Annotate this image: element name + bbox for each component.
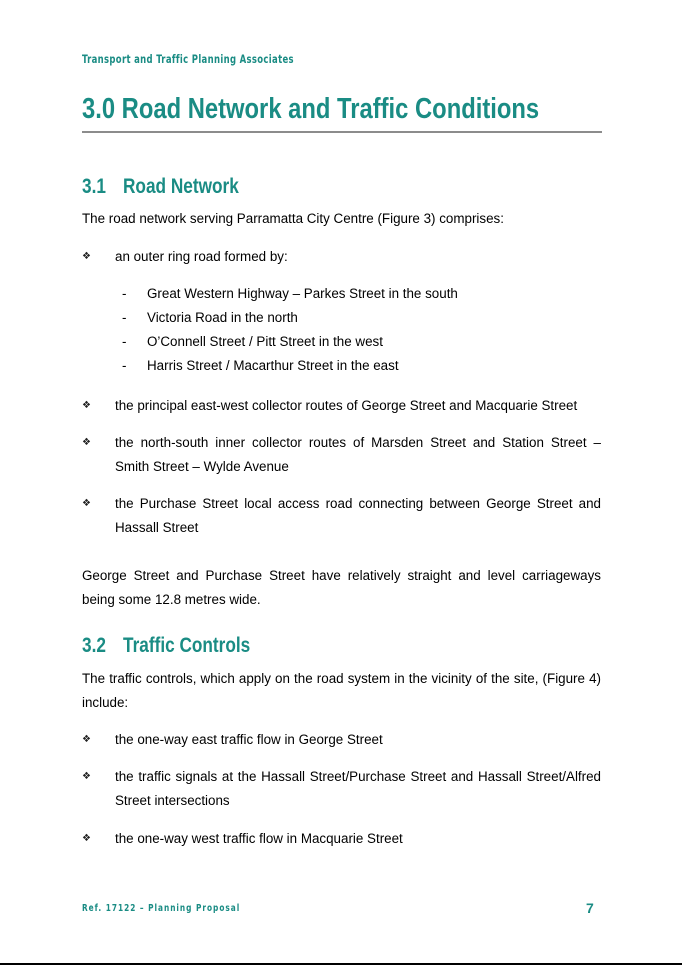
company-header: Transport and Traffic Planning Associates bbox=[82, 52, 294, 66]
section-intro: The road network serving Parramatta City Centre (Figure 3) comprises: bbox=[82, 211, 504, 226]
bullet-diamond-icon: ❖ bbox=[82, 437, 91, 448]
dash-icon: - bbox=[122, 310, 127, 325]
section-number: 3.2 bbox=[82, 634, 106, 657]
section-heading-traffic-controls bbox=[82, 633, 250, 659]
list-item bbox=[82, 765, 601, 813]
list-item-text: the north-south inner collector routes of Marsden Street and Station Street – Smith Street – Wylde Avenue bbox=[115, 435, 601, 474]
dash-icon: - bbox=[122, 334, 127, 349]
list-item-text: the one-way east traffic flow in George Street bbox=[115, 732, 383, 747]
section-title: Road Network bbox=[123, 175, 239, 198]
chapter-title-text: 3.0 Road Network and Traffic Conditions bbox=[82, 93, 540, 125]
section-closing-paragraph: George Street and Purchase Street have relatively straight and level carriageways being some 12.8 metres wide. bbox=[82, 568, 601, 607]
bullet-diamond-icon: ❖ bbox=[82, 771, 91, 782]
sub-list-item-text: Harris Street / Macarthur Street in the east bbox=[147, 358, 399, 373]
sub-list-item bbox=[122, 306, 602, 330]
footer-reference: Ref. 17122 – Planning Proposal bbox=[82, 903, 241, 914]
chapter-divider bbox=[82, 131, 602, 133]
list-item-text: the principal east-west collector routes of George Street and Macquarie Street bbox=[115, 398, 578, 413]
list-item-text: an outer ring road formed by: bbox=[115, 249, 288, 264]
section-number: 3.1 bbox=[82, 175, 106, 198]
sub-list-item-text: Victoria Road in the north bbox=[147, 310, 298, 325]
bullet-diamond-icon: ❖ bbox=[82, 400, 91, 411]
bullet-diamond-icon: ❖ bbox=[82, 498, 91, 509]
section-intro: The traffic controls, which apply on the road system in the vicinity of the site, (Figure 4) include: bbox=[82, 671, 601, 710]
page-number: 7 bbox=[586, 900, 594, 916]
list-item bbox=[82, 394, 601, 418]
sub-list-item-text: O’Connell Street / Pitt Street in the west bbox=[147, 334, 383, 349]
list-item-text: the Purchase Street local access road connecting between George Street and Hassall Street bbox=[115, 496, 601, 535]
bullet-diamond-icon: ❖ bbox=[82, 734, 91, 745]
list-item bbox=[82, 245, 601, 269]
page-bottom-border bbox=[0, 963, 682, 965]
section-heading-road-network bbox=[82, 174, 239, 200]
sub-list-item bbox=[122, 330, 602, 354]
dash-icon: - bbox=[122, 358, 127, 373]
list-item bbox=[82, 827, 601, 851]
list-item bbox=[82, 492, 601, 540]
section-title: Traffic Controls bbox=[123, 634, 251, 657]
sub-list-item bbox=[122, 282, 602, 306]
list-item-text: the one-way west traffic flow in Macquarie Street bbox=[115, 831, 403, 846]
dash-icon: - bbox=[122, 286, 127, 301]
list-item-text: the traffic signals at the Hassall Street/Purchase Street and Hassall Street/Alfred Street intersections bbox=[115, 769, 601, 808]
bullet-diamond-icon: ❖ bbox=[82, 251, 91, 262]
bullet-diamond-icon: ❖ bbox=[82, 833, 91, 844]
sub-list-item bbox=[122, 354, 602, 378]
sub-list-item-text: Great Western Highway – Parkes Street in the south bbox=[147, 286, 458, 301]
list-item bbox=[82, 728, 601, 752]
list-item bbox=[82, 431, 601, 479]
chapter-title bbox=[82, 90, 601, 128]
